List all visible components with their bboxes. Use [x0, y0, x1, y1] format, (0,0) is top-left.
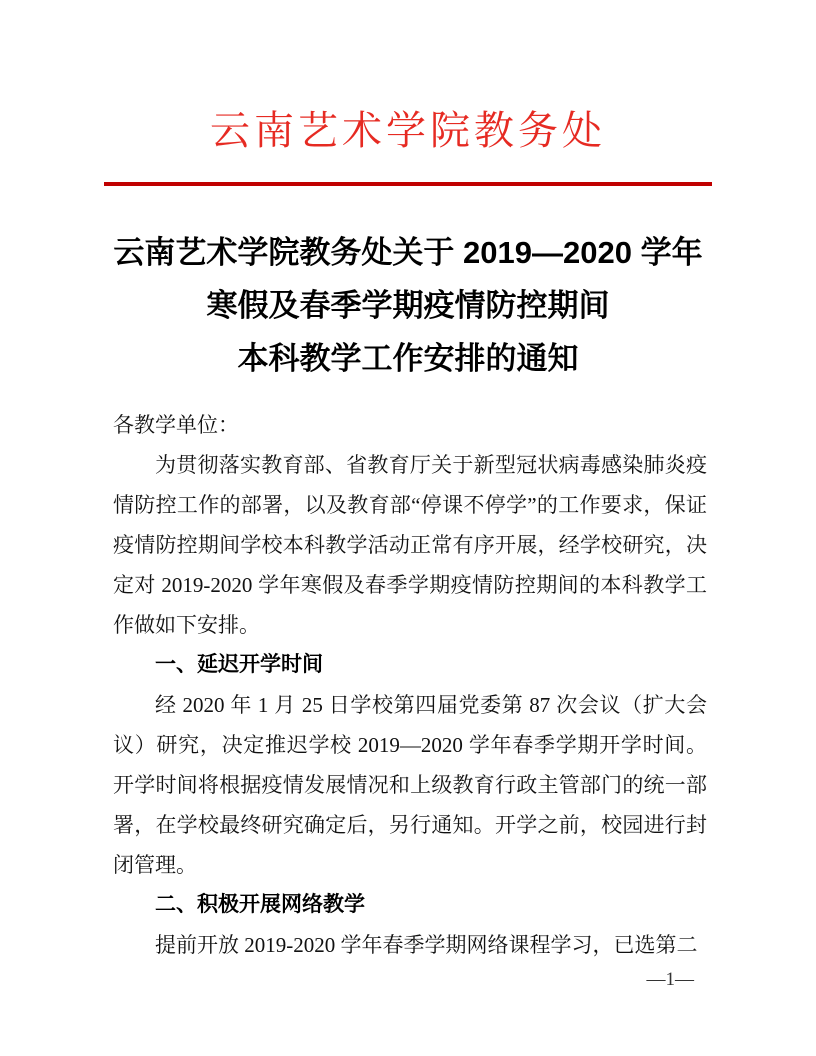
notice-title-line-2: 寒假及春季学期疫情防控期间 — [206, 288, 610, 323]
section-heading-1: 一、延迟开学时间 — [155, 653, 323, 676]
page-number: —1— — [646, 969, 694, 990]
notice-title-line-1: 云南艺术学院教务处关于 2019—2020 学年 — [113, 235, 703, 270]
salutation: 各教学单位： — [113, 413, 239, 437]
letterhead-rule — [104, 182, 712, 186]
paragraph-section-2: 提前开放 2019-2020 学年春季学期网络课程学习，已选第二 — [155, 933, 698, 957]
section-heading-2: 二、积极开展网络教学 — [155, 893, 365, 916]
org-name-heading: 云南艺术学院教务处 — [210, 109, 606, 153]
paragraph-section-1: 经 2020 年 1 月 25 日学校第四届党委第 87 次会议（扩大会议）研究，决定推迟学校 2019—2020 学年春季学期开学时间。开学时间将根据疫情发展情况和上级教育行政主管部门的统一部署，在学校最终研究确定后，另行通知。开学之前，校园进行封闭管理。 — [113, 693, 707, 877]
letterhead — [0, 0, 816, 186]
document-body — [113, 405, 707, 965]
paragraph-intro: 为贯彻落实教育部、省教育厅关于新型冠状病毒感染肺炎疫情防控工作的部署，以及教育部“停课不停学”的工作要求，保证疫情防控期间学校本科教学活动正常有序开展，经学校研究，决定对 2019-2020 学年寒假及春季学期疫情防控期间的本科教学工作做如下安排。 — [113, 453, 707, 637]
notice-title-line-3: 本科教学工作安排的通知 — [237, 341, 579, 376]
notice-title — [0, 226, 816, 385]
